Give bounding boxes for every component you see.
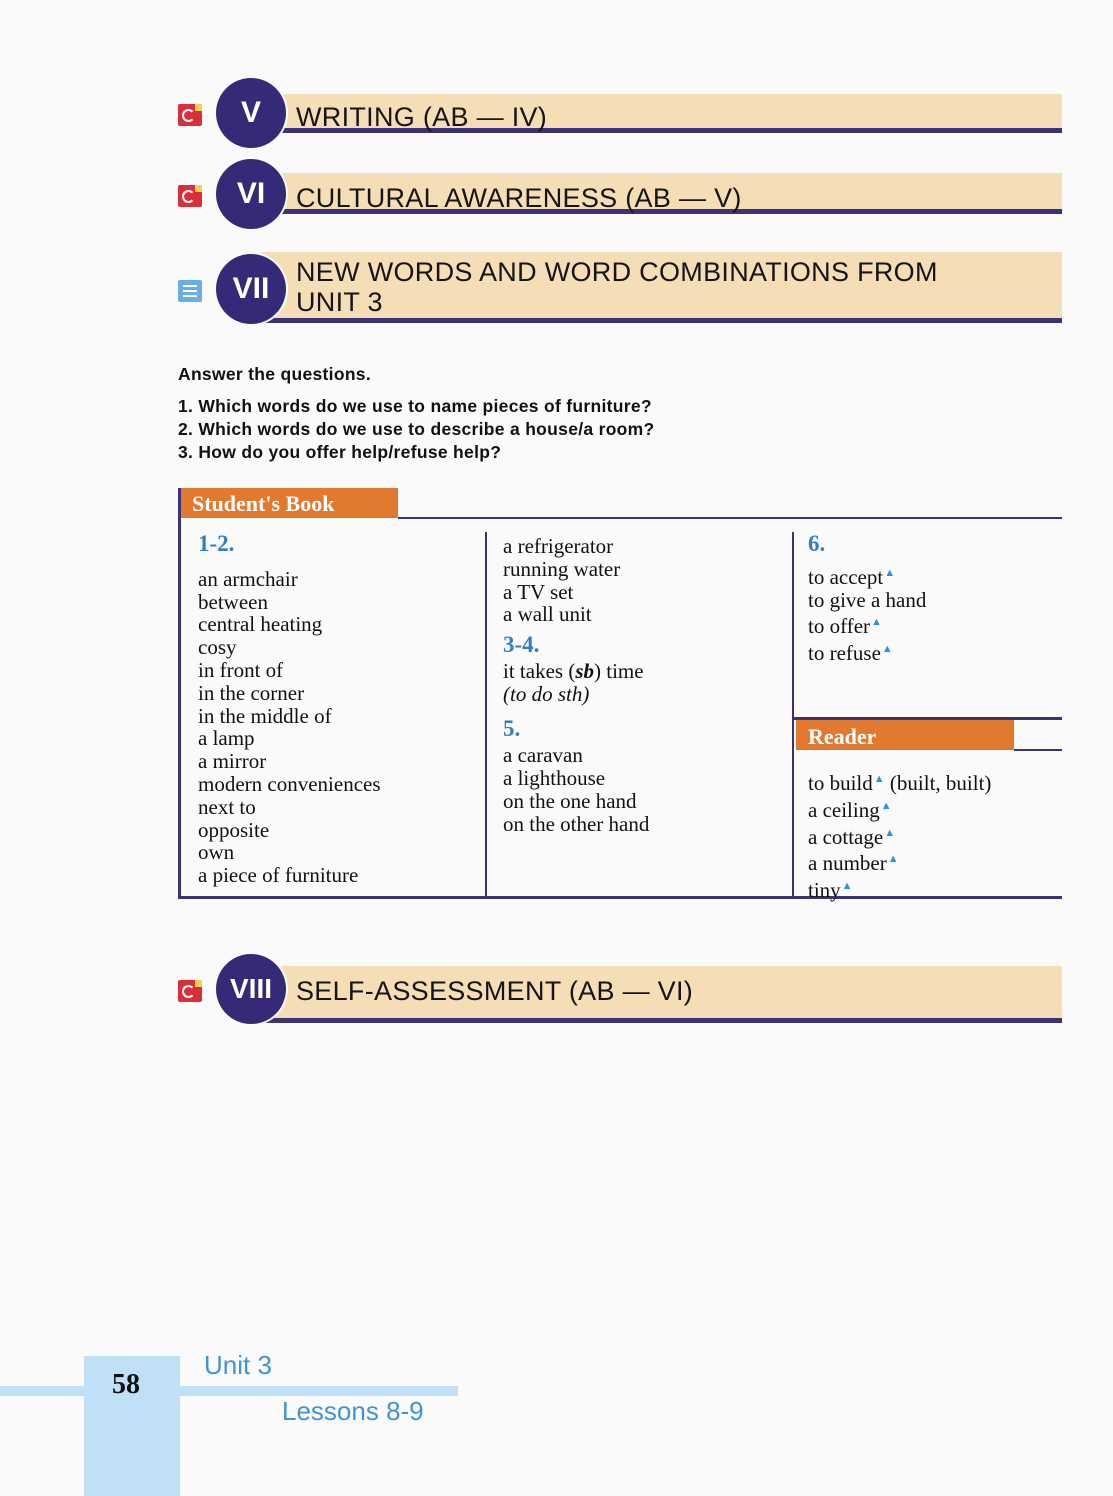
section-numeral: VIII [216,954,286,1024]
active-vocabulary-marker-icon: ▲ [871,616,882,629]
active-vocabulary-marker-icon: ▲ [880,799,892,812]
word-item: to give a hand [808,587,927,612]
word-item: a mirror [198,749,267,774]
vocabulary-icon [178,280,202,302]
word-item: to offer▲ [808,614,882,639]
word-item: it takes (sb) time [503,658,644,683]
section-title: CULTURAL AWARENESS (AB — V) [296,183,742,213]
question-item: 2. Which words do we use to describe a house/a room? [178,419,655,439]
section-title: WRITING (AB — IV) [296,102,548,132]
section-title-line2: UNIT 3 [296,287,383,317]
page-number: 58 [112,1369,140,1400]
word-item: an armchair [198,566,298,591]
exercise-number: 3-4. [503,632,540,658]
table-border-top [398,517,1062,519]
word-item: between [198,589,268,614]
word-item: a wall unit [503,602,592,627]
word-item: running water [503,556,621,581]
section-v [176,78,1062,150]
word-item: cosy [198,635,237,660]
word-item: a refrigerator [503,534,614,558]
word-item: to build▲ (built, built) [808,771,992,795]
word-item: a piece of furniture [198,863,359,888]
question-item: 3. How do you offer help/refuse help? [178,442,502,462]
active-vocabulary-marker-icon: ▲ [884,826,896,839]
students-book-tab: Student's Book [178,488,398,518]
column-divider [485,532,487,896]
word-item: in front of [198,657,284,682]
active-vocabulary-marker-icon: ▲ [881,643,893,656]
word-item: on the one hand [503,788,637,813]
active-vocabulary-marker-icon: ▲ [884,566,896,579]
workbook-icon [178,104,202,126]
word-item: next to [198,794,256,819]
questions-block [178,364,1058,464]
word-item: in the corner [198,680,305,705]
reader-column [808,768,991,902]
exercise-number: 6. [808,531,826,556]
word-item: in the middle of [198,703,332,728]
word-item: a number▲ [808,851,899,876]
word-item: a lamp [198,726,255,751]
unit-label: Unit 3 [204,1350,272,1380]
word-item: to refuse▲ [808,641,893,666]
word-item: opposite [198,817,270,842]
workbook-icon [178,980,202,1002]
questions-list [178,395,1058,464]
section-vi [176,159,1062,231]
column-divider [792,532,794,896]
word-item: own [198,840,235,865]
word-column-2 [503,535,649,836]
word-item: a lighthouse [503,766,606,791]
word-item: (to do sth) [503,681,590,706]
questions-prompt: Answer the questions. [178,364,371,384]
exercise-number: 5. [503,715,521,741]
lessons-label: Lessons 8-9 [282,1396,424,1426]
active-vocabulary-marker-icon: ▲ [873,773,885,785]
word-column-1 [198,533,381,887]
reader-tab: Reader [796,720,1014,750]
word-item: a TV set [503,579,574,604]
word-item: a caravan [503,743,583,768]
section-title-line1: NEW WORDS AND WORD COMBINATIONS FROM [296,257,938,287]
section-numeral: VI [216,159,286,229]
word-item: to accept▲ [808,564,896,589]
section-viii [176,954,1062,1028]
word-item: central heating [198,612,323,637]
word-column-3 [808,533,926,665]
section-title: SELF-ASSESSMENT (AB — VI) [296,976,694,1006]
word-item: a cottage▲ [808,824,896,849]
word-item: tiny▲ [808,878,853,903]
section-numeral: VII [216,254,286,324]
active-vocabulary-marker-icon: ▲ [841,880,853,893]
question-item: 1. Which words do we use to name pieces of furniture? [178,396,652,416]
reader-border [1014,749,1062,751]
word-item: a ceiling▲ [808,797,892,822]
word-item: on the other hand [503,811,650,836]
workbook-icon [178,185,202,207]
table-border-left [178,488,181,898]
section-vii [176,252,1062,328]
exercise-number: 1-2. [198,531,235,556]
section-numeral: V [216,78,286,148]
active-vocabulary-marker-icon: ▲ [887,853,899,866]
footer-bar [0,1386,458,1396]
word-item: modern conveniences [198,771,381,796]
